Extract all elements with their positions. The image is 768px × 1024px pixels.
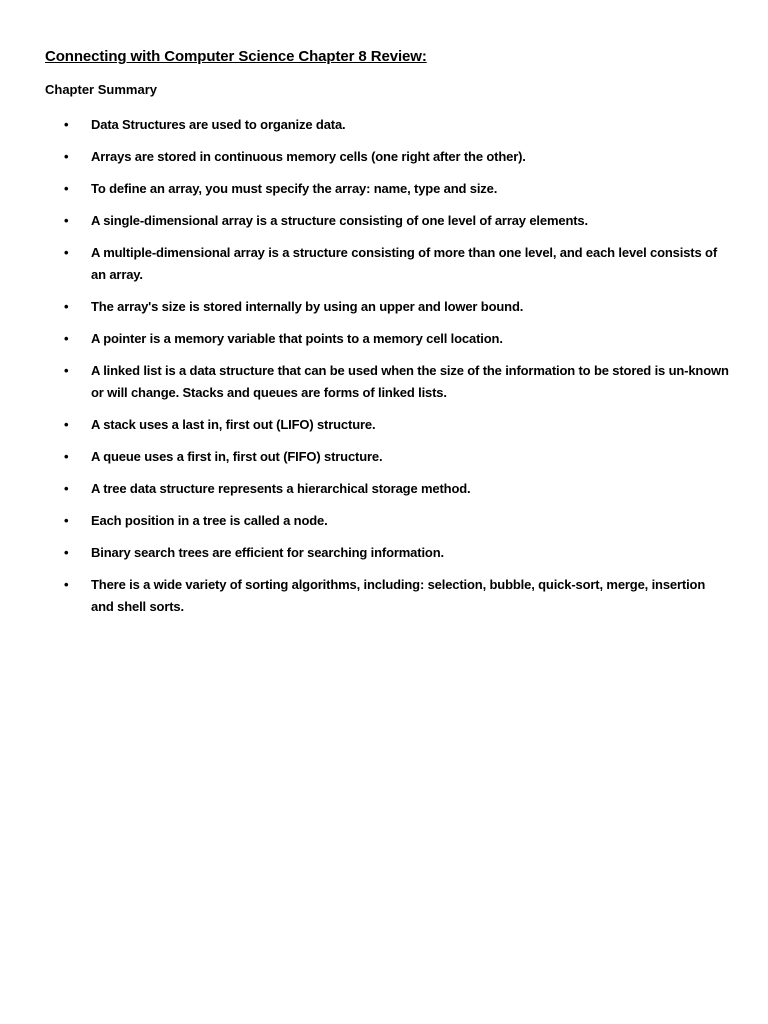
list-item-text: A pointer is a memory variable that points to a memory cell location. (91, 331, 503, 346)
summary-bullet-list (0, 114, 768, 628)
list-item-text: Arrays are stored in continuous memory cells (one right after the other). (91, 149, 526, 164)
bullet-icon: • (64, 149, 69, 164)
bullet-icon: • (64, 181, 69, 196)
list-item (0, 296, 768, 318)
list-item-text: There is a wide variety of sorting algorithms, including: selection, bubble, quick-sort, merge, insertion and shell sorts. (91, 577, 706, 614)
bullet-icon: • (64, 481, 69, 496)
section-heading: Chapter Summary (45, 82, 157, 97)
list-item (0, 210, 768, 232)
list-item (0, 414, 768, 436)
list-item-text: The array's size is stored internally by using an upper and lower bound. (91, 299, 524, 314)
list-item-text: A multiple-dimensional array is a structure consisting of more than one level, and each level consists of an array. (91, 245, 717, 282)
list-item (0, 510, 768, 532)
list-item-text: A linked list is a data structure that can be used when the size of the information to be stored is un-known or will change. Stacks and queues are forms of linked lists. (91, 363, 729, 400)
list-item (0, 242, 768, 286)
list-item (0, 542, 768, 564)
list-item-text: A tree data structure represents a hierarchical storage method. (91, 481, 471, 496)
list-item (0, 178, 768, 200)
bullet-icon: • (64, 513, 69, 528)
bullet-icon: • (64, 417, 69, 432)
list-item-text: A single-dimensional array is a structure consisting of one level of array elements. (91, 213, 588, 228)
list-item-text: A queue uses a first in, first out (FIFO) structure. (91, 449, 383, 464)
bullet-icon: • (64, 299, 69, 314)
bullet-icon: • (64, 363, 69, 378)
bullet-icon: • (64, 245, 69, 260)
list-item-text: To define an array, you must specify the array: name, type and size. (91, 181, 498, 196)
list-item (0, 114, 768, 136)
list-item (0, 478, 768, 500)
list-item (0, 446, 768, 468)
list-item-text: Each position in a tree is called a node. (91, 513, 328, 528)
bullet-icon: • (64, 577, 69, 592)
list-item (0, 146, 768, 168)
list-item-text: Binary search trees are efficient for searching information. (91, 545, 444, 560)
list-item (0, 328, 768, 350)
bullet-icon: • (64, 213, 69, 228)
bullet-icon: • (64, 545, 69, 560)
bullet-icon: • (64, 117, 69, 132)
bullet-icon: • (64, 331, 69, 346)
document-title: Connecting with Computer Science Chapter 8 Review: (45, 48, 427, 65)
list-item (0, 574, 768, 618)
list-item-text: Data Structures are used to organize data. (91, 117, 346, 132)
list-item (0, 360, 768, 404)
bullet-icon: • (64, 449, 69, 464)
list-item-text: A stack uses a last in, first out (LIFO) structure. (91, 417, 376, 432)
